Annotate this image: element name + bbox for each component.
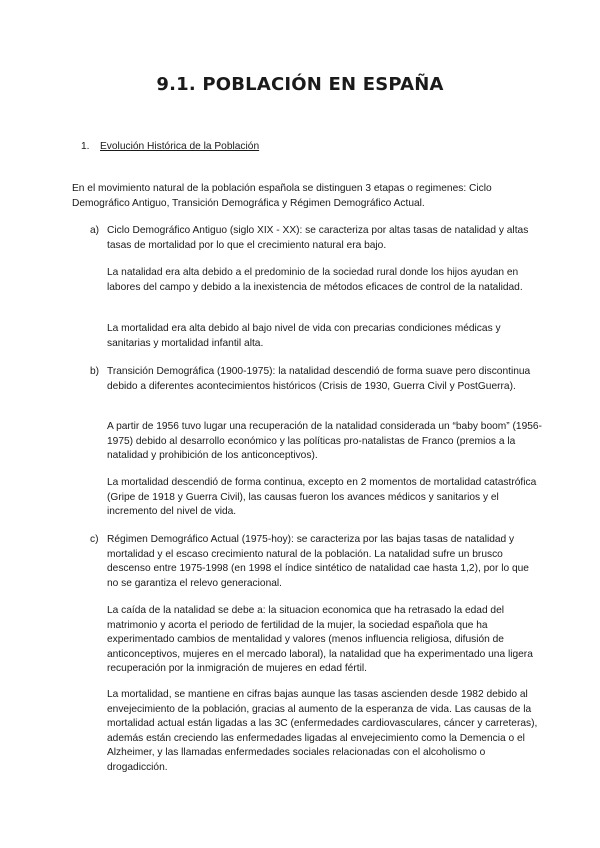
item-b-paragraph-1: Transición Demográfica (1900-1975): la natalidad descendió de forma suave pero discontinua debido a diferentes acontecimientos históricos (Crisis de 1930, Guerra Civil y PostGuerra). [107, 366, 531, 392]
item-c-paragraph-3: La mortalidad, se mantiene en cifras bajas aunque las tasas ascienden desde 1982 debido al envejecimiento de la población, gracias al aumento de la esperanza de vida. Las causas de la mortalidad actual están ligadas a las 3C (enfermedades cardiovasculares, cáncer y carreteras), además están creciendo las enfermedades ligadas al envejecimiento como la Demencia o el Alzheimer, y las llamadas enfermedades sociales relacionadas con el alcoholismo o drogadicción. [107, 689, 538, 773]
item-b-paragraph-3: La mortalidad descendió de forma continua, excepto en 2 momentos de mortalidad catastrófica (Gripe de 1918 y Guerra Civil), las causas fueron los avances médicos y sanitarios y el incremento del nivel de vida. [107, 477, 537, 518]
item-a-paragraph-3: La mortalidad era alta debido al bajo nivel de vida con precarias condiciones médicas y sanitarias y mortalidad infantil alta. [107, 323, 501, 349]
section-title: Evolución Histórica de la Población [100, 141, 260, 152]
item-b-paragraph-2: A partir de 1956 tuvo lugar una recuperación de la natalidad considerada un “baby boom” (1956-1975) debido al desarrollo económico y las políticas pro-natalistas de Franco (premios a la natalidad y prohibición de los anticonceptivos). [107, 421, 542, 462]
intro-paragraph: En el movimiento natural de la población española se distinguen 3 etapas o regimenes: Ciclo Demográfico Antiguo, Transición Demográfica y Régimen Demográfico Actual. [72, 183, 492, 209]
section-heading [81, 140, 259, 154]
page-title: 9.1. POBLACIÓN EN ESPAÑA [156, 74, 444, 95]
item-c-paragraph-2: La caída de la natalidad se debe a: la situacion economica que ha retrasado la edad del matrimonio y acorta el periodo de fertilidad de la mujer, la sociedad española que ha experimentado cambios de mentalidad y valores (menos influencia religiosa, difusión de anticonceptivos, mujeres en el mercado laboral), la natalidad que ha experimentado una ligera recuperación por la inmigración de mujeres en edad fértil. [107, 605, 533, 675]
section-number: 1. [81, 141, 90, 152]
item-a-paragraph-1: Ciclo Demográfico Antiguo (siglo XIX - XX): se caracteriza por altas tasas de natalidad y altas tasas de mortalidad por lo que el crecimiento natural era bajo. [107, 225, 529, 251]
item-c-paragraph-1: Régimen Demográfico Actual (1975-hoy): se caracteriza por las bajas tasas de natalidad y mortalidad y el escaso crecimiento natural de la población. La natalidad sufre un brusco descenso entre 1975-1998 (en 1998 el índice sintético de natalidad cae hasta 1,2), por lo que no se garantiza el relevo generacional. [107, 534, 529, 589]
item-letter-b: b) [90, 366, 100, 377]
item-a-paragraph-2: La natalidad era alta debido a el predominio de la sociedad rural donde los hijos ayudan en labores del campo y debido a la inexistencia de métodos eficaces de control de la natalidad. [107, 267, 523, 293]
item-letter-a: a) [90, 225, 100, 236]
item-letter-c: c) [90, 534, 99, 545]
